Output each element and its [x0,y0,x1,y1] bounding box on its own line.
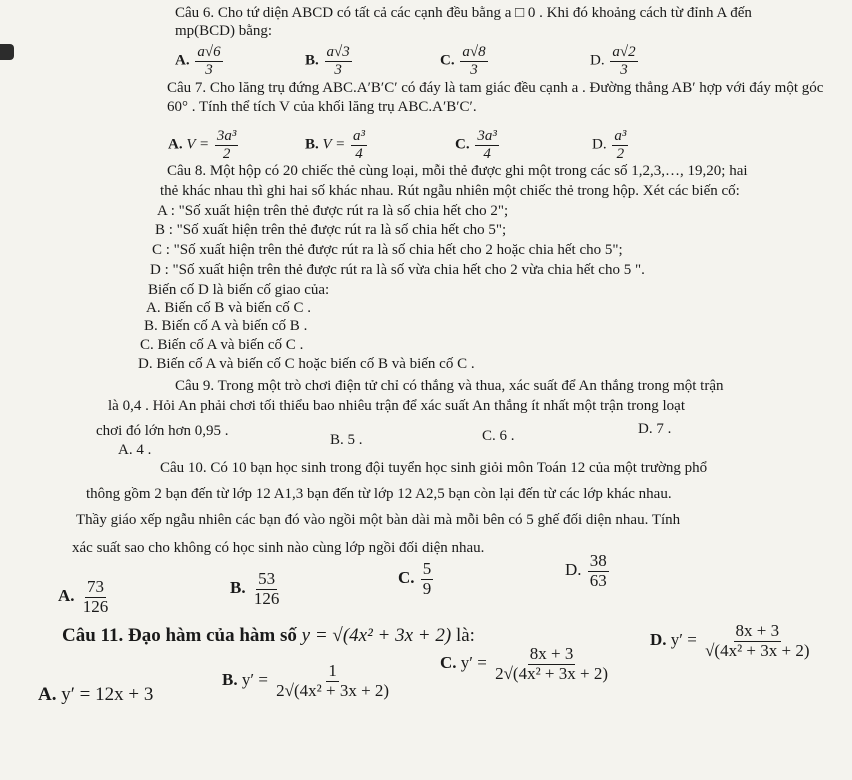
q7-option-b-den: 4 [355,145,363,162]
q6-line2: mp(BCD) bằng: [175,23,273,39]
q6-option-c[interactable] [440,44,490,78]
q6-option-b-label: B. [305,52,319,69]
q7-option-c-num: 3a³ [477,128,497,144]
q6-option-c-num: a√8 [462,44,486,60]
q6-option-a-den: 3 [205,61,213,78]
q9-option-b[interactable]: B. 5 . [330,432,363,448]
q9-option-a[interactable]: A. 4 . [118,442,152,458]
q6-option-a-num: a√6 [197,44,221,60]
q11-option-a-label: A. [38,684,57,705]
q10-option-d[interactable] [565,552,611,590]
page-edge-shadow [0,44,14,60]
q10-option-b-den: 126 [253,588,280,608]
q6-option-b[interactable] [305,44,354,78]
q6-option-a-label: A. [175,52,190,69]
q10-option-b[interactable] [230,570,283,608]
q7-option-a-num: 3a³ [216,128,237,144]
q11-option-b[interactable] [222,662,393,700]
q10-option-c-label: C. [398,568,415,588]
q8-question: Biến cố D là biến cố giao của: [148,282,330,298]
q9-line2: là 0,4 . Hỏi An phải chơi tối thiểu bao nhiêu trận để xác suất An thắng ít nhất một trận trong loạt [108,398,685,414]
q10-line3: Thầy giáo xếp ngẫu nhiên các bạn đó vào ngồi một bàn dài mà mỗi bên có 5 ghế đối diện nhau. Tính [76,512,681,528]
q10-option-c[interactable] [398,560,435,598]
q10-option-b-label: B. [230,578,246,598]
q11-option-d-prefix: y′ = [670,630,697,650]
q11-option-d-den: √(4x² + 3x + 2) [705,640,810,660]
q10-option-a-label: A. [58,586,75,606]
q11-stem-function: y = √(4x² + 3x + 2) [301,625,452,646]
q6-option-d-label: D. [590,52,605,69]
q11-option-d[interactable] [650,622,814,660]
q10-option-d-num: 38 [589,551,607,570]
q7-line2: 60° . Tính thể tích V của khối lăng trụ ABC.A′B′C′. [167,99,477,115]
q7-option-d[interactable] [592,128,630,162]
q10-line4: xác suất sao cho không có học sinh nào cùng lớp ngồi đối diện nhau. [72,540,485,556]
q8-option-d[interactable]: D. Biến cố A và biến cố C hoặc biến cố B và biến cố C . [138,356,475,372]
q7-option-b[interactable] [305,128,369,162]
q7-option-d-den: 2 [616,145,625,162]
q6-option-d[interactable] [590,44,640,78]
q8-event-c: C : "Số xuất hiện trên thẻ được rút ra là số chia hết cho 2 hoặc chia hết cho 5"; [152,242,623,258]
q11-option-b-num: 1 [328,661,337,680]
q8-event-a: A : "Số xuất hiện trên thẻ được rút ra là số chia hết cho 2"; [157,203,509,219]
q6-option-d-den: 3 [620,61,628,78]
q6-option-b-num: a√3 [326,44,350,60]
q6-option-c-label: C. [440,52,455,69]
q11-option-c-label: C. [440,653,457,673]
q8-event-d: D : "Số xuất hiện trên thẻ được rút ra là số vừa chia hết cho 2 vừa chia hết cho 5 ". [150,262,645,278]
q9-option-c[interactable]: C. 6 . [482,428,515,444]
q7-line1: Câu 7. Cho lăng trụ đứng ABC.A′B′C′ có đáy là tam giác đều cạnh a . Đường thẳng AB′ hợp với đáy một góc [167,80,824,96]
q10-option-c-num: 5 [422,559,432,578]
q7-option-d-num: a³ [614,128,627,144]
q11-stem-prefix: Câu 11. Đạo hàm của hàm số [62,625,297,646]
q8-line1: Câu 8. Một hộp có 20 chiếc thẻ cùng loại, mỗi thẻ được ghi một trong các số 1,2,3,…, 19,20; hai [167,163,748,179]
q11-stem-suffix: là: [455,625,475,646]
q7-option-c[interactable] [455,128,501,162]
q7-option-b-prefix: V = [322,136,346,153]
q10-option-b-num: 53 [258,569,276,588]
q10-line2: thông gồm 2 bạn đến từ lớp 12 A1,3 bạn đến từ lớp 12 A2,5 bạn còn lại đến từ các lớp khác nhau. [86,486,672,502]
q6-option-b-den: 3 [334,61,342,78]
q10-line1: Câu 10. Có 10 bạn học sinh trong đội tuyển học sinh giỏi môn Toán 12 của một trường phổ [160,460,708,476]
q10-option-d-label: D. [565,560,582,580]
q11-option-b-prefix: y′ = [241,670,268,690]
q9-line1: Câu 9. Trong một trò chơi điện tử chỉ có thắng và thua, xác suất để An thắng trong một trận [175,378,724,394]
q7-option-a-label: A. [168,136,183,153]
q10-option-a[interactable] [58,578,112,616]
q10-option-a-num: 73 [87,577,105,596]
q9-line3: chơi đó lớn hơn 0,95 . [96,423,229,439]
q9-option-d[interactable]: D. 7 . [638,421,672,437]
q11-option-c-num: 8x + 3 [529,644,574,663]
q11-option-b-label: B. [222,670,238,690]
q11-option-a-expr: y′ = 12x + 3 [61,684,154,705]
q11-option-d-num: 8x + 3 [735,621,780,640]
q11-option-a[interactable] [38,684,153,706]
q6-option-c-den: 3 [470,61,478,78]
q8-option-a[interactable]: A. Biến cố B và biến cố C . [146,300,311,316]
q11-option-c[interactable] [440,645,612,683]
q7-option-c-den: 4 [483,145,491,162]
q11-option-c-prefix: y′ = [460,653,487,673]
q6-option-d-num: a√2 [612,44,636,60]
q8-option-c[interactable]: C. Biến cố A và biến cố C . [140,337,304,353]
q11-option-b-den: 2√(4x² + 3x + 2) [276,680,390,700]
q8-line2: thẻ khác nhau thì ghi hai số khác nhau. Rút ngẫu nhiên một chiếc thẻ trong hộp. Xét các biến cố: [160,183,740,199]
q10-option-a-den: 126 [82,596,109,616]
q7-option-a[interactable] [168,128,240,162]
q7-option-b-num: a³ [353,128,366,144]
q7-option-d-label: D. [592,136,607,153]
q7-option-c-label: C. [455,136,470,153]
q7-option-b-label: B. [305,136,319,153]
q11-option-d-label: D. [650,630,667,650]
q8-option-b[interactable]: B. Biến cố A và biến cố B . [144,318,308,334]
q7-option-a-den: 2 [222,145,231,162]
q11-stem [62,625,475,647]
q11-option-c-den: 2√(4x² + 3x + 2) [495,663,609,683]
q6-line1: Câu 6. Cho tứ diện ABCD có tất cả các cạnh đều bằng a □ 0 . Khi đó khoảng cách từ đỉnh A đến [175,5,752,21]
q6-option-a[interactable] [175,44,225,78]
q7-option-a-prefix: V = [186,136,210,153]
q8-event-b: B : "Số xuất hiện trên thẻ được rút ra là số chia hết cho 5"; [155,222,507,238]
q10-option-c-den: 9 [422,578,432,598]
q10-option-d-den: 63 [589,570,607,590]
